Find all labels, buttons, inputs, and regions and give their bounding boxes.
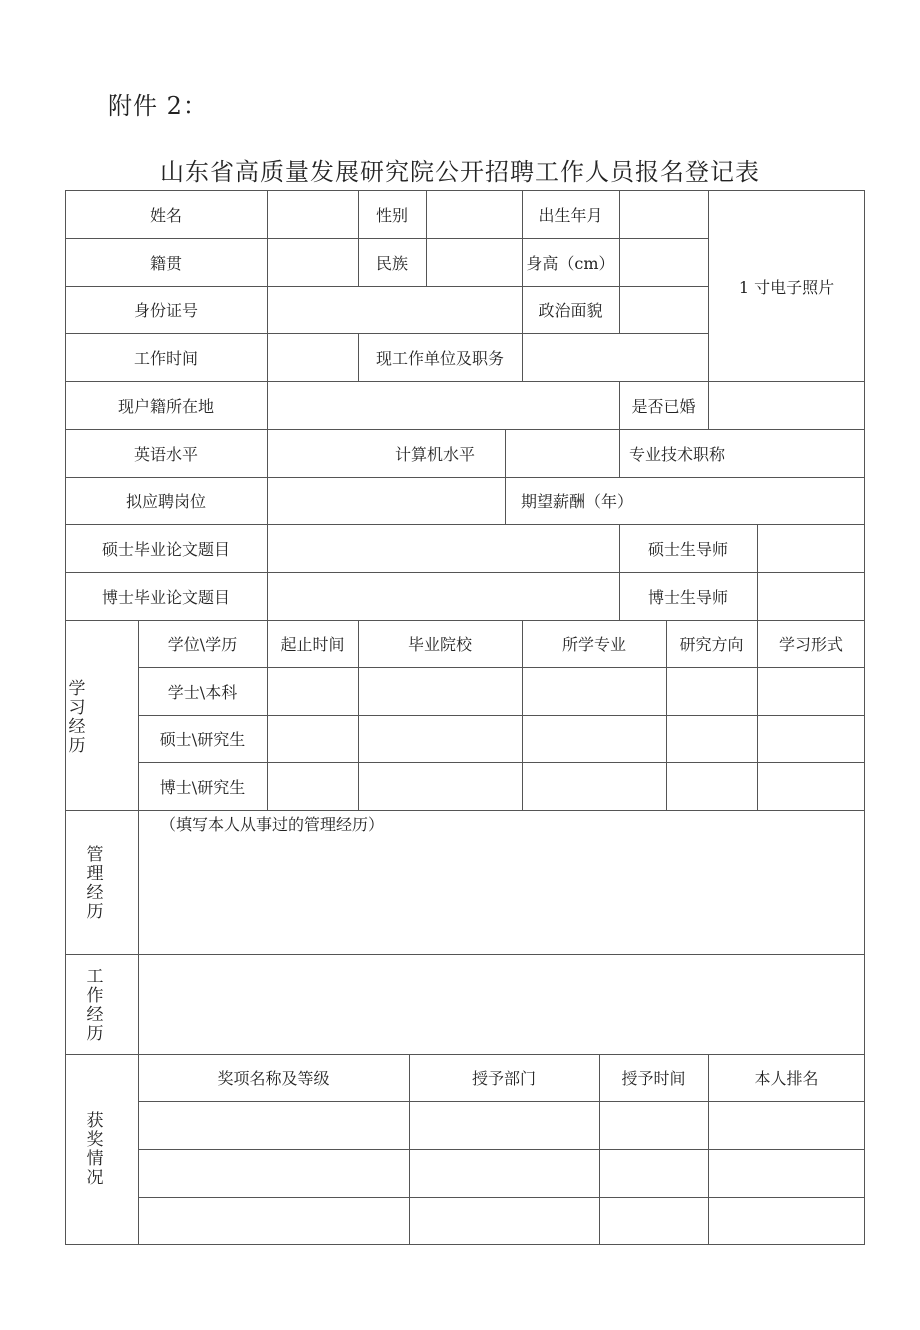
input-birth[interactable] <box>620 191 708 238</box>
input-current-unit[interactable] <box>523 334 708 381</box>
input-work-start[interactable] <box>268 334 358 381</box>
education-char: 学 习 经 历 <box>68 679 86 756</box>
input-household[interactable] <box>268 382 619 429</box>
input-english[interactable] <box>268 430 368 477</box>
input-height[interactable] <box>620 239 708 286</box>
input-phd-advisor[interactable] <box>758 573 864 620</box>
edu-header-research: 研究方向 <box>679 635 744 654</box>
input-married[interactable] <box>709 382 864 429</box>
awards-char: 获 奖 情 况 <box>86 1111 104 1188</box>
attachment-label: 附件 2： <box>108 92 208 120</box>
input-native-place[interactable] <box>268 239 358 286</box>
input-id-number[interactable] <box>268 287 522 333</box>
label-ethnicity: 民族 <box>375 253 408 273</box>
label-work-start: 工作时间 <box>133 348 198 368</box>
label-title-rank: 专业技术职称 <box>629 444 726 464</box>
input-position[interactable] <box>268 478 505 524</box>
award-header-date: 授予时间 <box>621 1069 686 1088</box>
management-hint: （填写本人从事过的管理经历） <box>160 814 385 834</box>
label-height: 身高（cm） <box>526 253 615 273</box>
input-computer[interactable] <box>506 430 619 477</box>
management-section-label <box>83 846 107 922</box>
label-household: 现户籍所在地 <box>117 396 214 416</box>
edu-header-period: 起止时间 <box>280 635 345 654</box>
input-title-rank[interactable] <box>749 430 864 477</box>
label-current-unit: 现工作单位及职务 <box>375 348 504 368</box>
award-header-rank: 本人排名 <box>754 1069 819 1088</box>
label-married: 是否已婚 <box>631 396 696 416</box>
work-char: 工 作 经 历 <box>86 967 104 1044</box>
label-gender: 性别 <box>375 205 408 225</box>
photo-label: 1 寸电子照片 <box>738 277 835 297</box>
input-gender[interactable] <box>427 191 522 238</box>
label-master-thesis: 硕士毕业论文题目 <box>101 539 230 559</box>
work-input[interactable] <box>139 955 864 1054</box>
edu-row-master: 硕士\研究生 <box>159 730 246 749</box>
label-political-status: 政治面貌 <box>538 301 603 320</box>
form-title: 山东省高质量发展研究院公开招聘工作人员报名登记表 <box>160 158 760 186</box>
label-salary: 期望薪酬（年） <box>521 492 634 511</box>
label-phd-thesis: 博士毕业论文题目 <box>101 587 230 607</box>
label-master-advisor: 硕士生导师 <box>647 539 728 559</box>
input-ethnicity[interactable] <box>427 239 522 286</box>
label-name: 姓名 <box>149 205 182 225</box>
edu-header-degree: 学位\学历 <box>167 635 238 654</box>
label-english: 英语水平 <box>133 444 198 464</box>
edu-header-major: 所学专业 <box>561 635 626 654</box>
award-header-department: 授予部门 <box>471 1069 536 1088</box>
edu-row-bachelor: 学士\本科 <box>167 682 238 702</box>
management-char: 管 理 经 历 <box>86 845 104 922</box>
label-computer: 计算机水平 <box>394 444 475 464</box>
label-phd-advisor: 博士生导师 <box>647 587 728 607</box>
photo-box[interactable] <box>709 191 864 381</box>
input-master-advisor[interactable] <box>758 525 864 572</box>
input-political-status[interactable] <box>620 287 708 333</box>
label-birth: 出生年月 <box>538 205 603 225</box>
input-master-thesis[interactable] <box>268 525 619 572</box>
input-phd-thesis[interactable] <box>268 573 619 620</box>
input-name[interactable] <box>268 191 358 238</box>
award-header-name: 奖项名称及等级 <box>217 1069 330 1088</box>
label-id-number: 身份证号 <box>133 301 198 320</box>
education-section-label <box>65 680 89 756</box>
registration-form <box>65 190 865 1245</box>
edu-header-school: 毕业院校 <box>407 635 472 654</box>
management-input[interactable] <box>139 836 864 954</box>
awards-section-label <box>83 1112 107 1188</box>
label-native-place: 籍贯 <box>149 253 182 273</box>
input-salary[interactable] <box>665 478 864 524</box>
work-section-label <box>83 968 107 1044</box>
edu-header-form: 学习形式 <box>778 635 843 654</box>
edu-row-phd: 博士\研究生 <box>159 777 246 797</box>
label-position: 拟应聘岗位 <box>125 492 206 511</box>
